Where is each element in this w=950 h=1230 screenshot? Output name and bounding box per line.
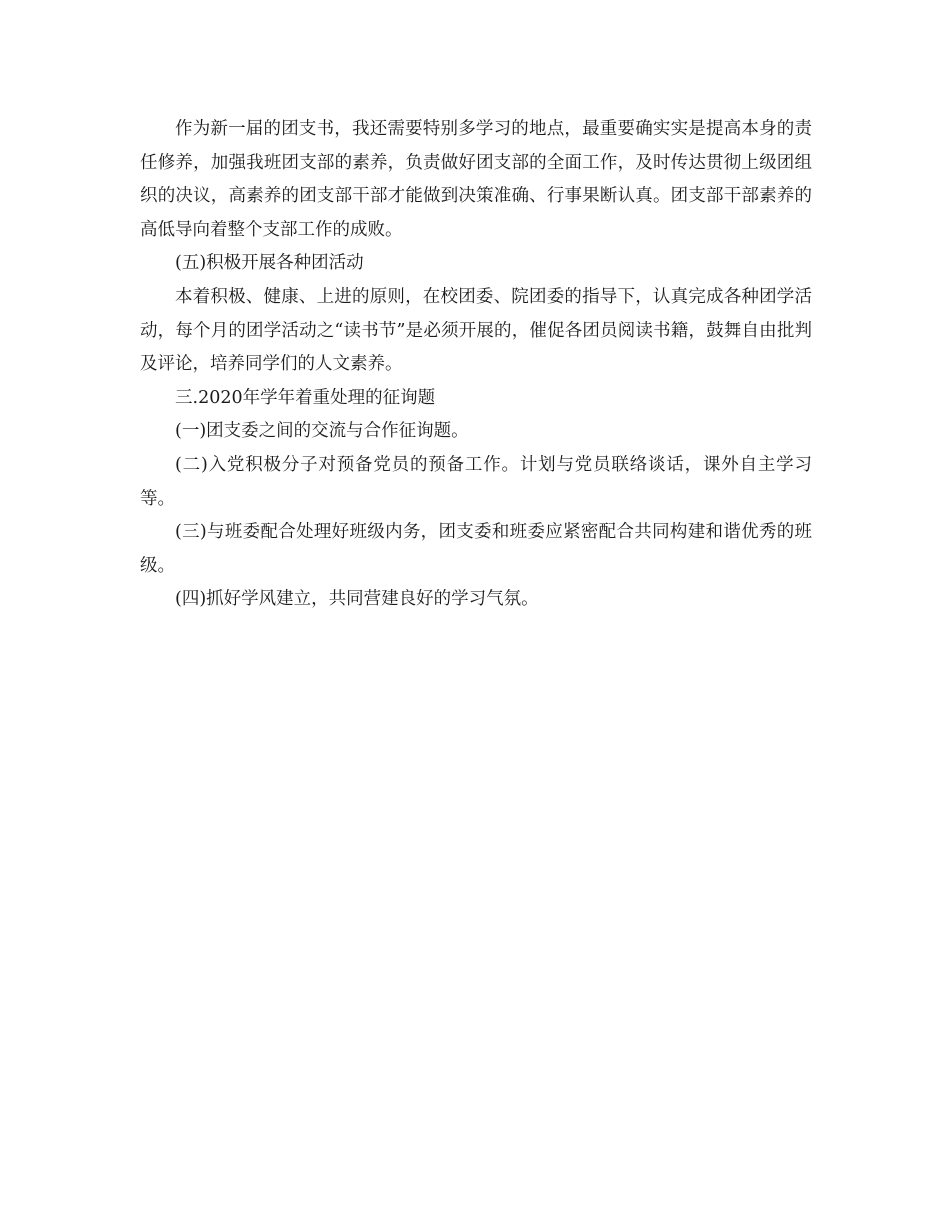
item-three: (三)与班委配合处理好班级内务，团支委和班委应紧密配合共同构建和谐优秀的班级。 [140,522,812,576]
item-one: (一)团支委之间的交流与合作征询题。 [175,421,469,442]
item-two: (二)入党积极分子对预备党员的预备工作。计划与党员联络谈话，课外自主学习等。 [140,454,812,509]
item-four: (四)抓好学风建立，共同营建良好的学习气氛。 [175,589,539,610]
heading-section-five: (五)积极开展各种团活动 [175,253,364,274]
paragraph-activities: 本着积极、健康、上进的原则，在校团委、院团委的指导下，认真完成各种团学活动，每个月的团学活动之“读书节”是必须开展的，催促各团员阅读书籍，鼓舞自由批判及评论，培养同学们的人文素养。 [140,286,812,375]
heading-section-three: 三.2020年学年着重处理的征询题 [175,387,436,408]
document-body [140,113,812,617]
paragraph-responsibility: 作为新一届的团支书，我还需要特别多学习的地点，最重要确实实是提高本身的责任修养，加强我班团支部的素养，负责做好团支部的全面工作，及时传达贯彻上级团组织的决议，高素养的团支部干部才能做到决策准确、行事果断认真。团支部干部素养的高低导向着整个支部工作的成败。 [140,119,812,240]
